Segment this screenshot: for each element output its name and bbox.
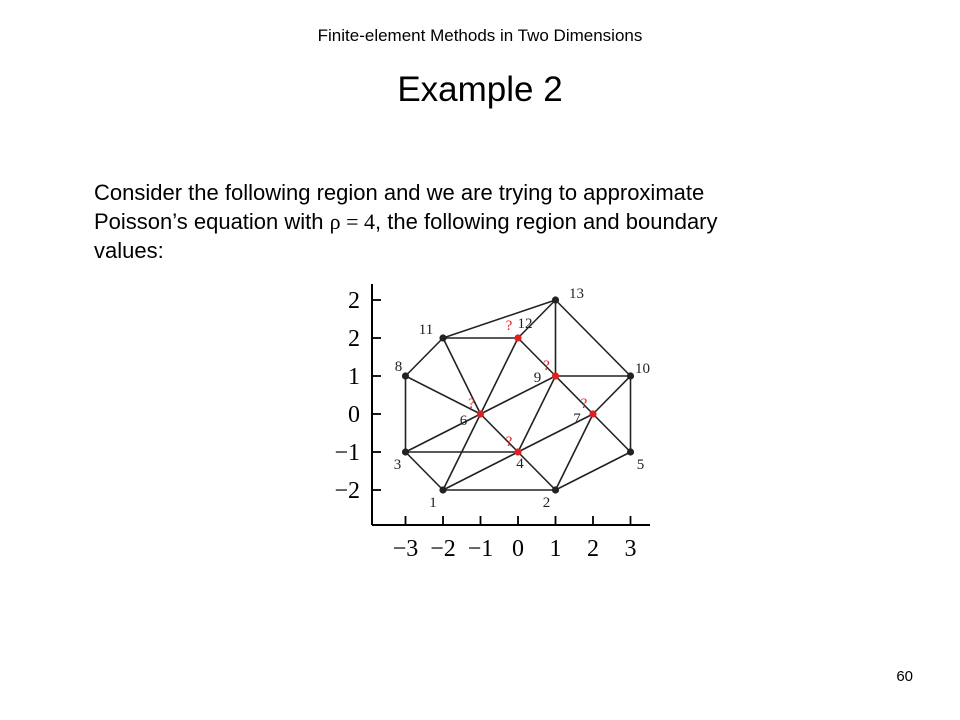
x-tick-label: 2 [587, 536, 599, 562]
mesh-edge [518, 414, 593, 452]
node-label-2: 2 [542, 495, 551, 511]
mesh-edge [406, 338, 444, 376]
node-8 [402, 372, 409, 379]
x-tick-label: 3 [624, 536, 637, 562]
mesh-diagram [318, 276, 678, 576]
y-tick-label: −1 [334, 440, 360, 466]
unknown-marker-6: ? [468, 396, 475, 412]
mesh-edge [443, 338, 481, 414]
node-label-6: 6 [459, 413, 468, 429]
node-4 [514, 448, 521, 455]
mesh-edge [556, 300, 631, 376]
node-9 [552, 372, 559, 379]
node-13 [552, 296, 559, 303]
node-11 [439, 334, 446, 341]
node-label-7: 7 [573, 411, 581, 427]
node-label-3: 3 [393, 457, 402, 473]
mesh-nodes [394, 286, 650, 511]
node-label-11: 11 [418, 322, 434, 338]
unknown-marker-7: ? [580, 396, 588, 412]
statement-line-1: Consider the following region and we are trying to approximate [94, 180, 705, 205]
y-tick-label: 1 [348, 364, 360, 390]
mesh-figure [318, 276, 678, 581]
node-label-9: 9 [533, 370, 542, 386]
node-label-12: 12 [517, 316, 533, 332]
node-label-10: 10 [635, 361, 650, 377]
node-6 [477, 410, 484, 417]
unknown-marker-4: ? [505, 434, 513, 450]
mesh-edge [556, 452, 631, 490]
mesh-edge [406, 414, 481, 452]
unknown-marker-12: ? [505, 318, 513, 334]
node-label-13: 13 [569, 286, 584, 302]
statement-line-3: values: [94, 238, 164, 263]
problem-statement [94, 178, 884, 265]
x-tick-label: −3 [392, 536, 419, 562]
slide-title: Example 2 [397, 70, 563, 109]
slide-header: Finite-element Methods in Two Dimensions [317, 26, 643, 45]
x-tick-label: −2 [430, 536, 456, 562]
y-tick-label: −2 [334, 478, 360, 504]
node-label-4: 4 [516, 456, 524, 472]
mesh-edge [443, 452, 518, 490]
x-tick-label: −1 [467, 536, 494, 562]
y-tick-label: 2 [348, 326, 360, 352]
mesh-edge [518, 376, 556, 452]
statement-line-2-prefix: Poisson’s equation with [94, 209, 330, 234]
node-1 [439, 486, 446, 493]
mesh-edge [481, 376, 556, 414]
node-3 [402, 448, 409, 455]
rho-value: 4 [364, 209, 376, 234]
node-label-8: 8 [394, 359, 403, 375]
mesh-edge [593, 376, 631, 414]
page-number: 60 [896, 668, 913, 685]
y-tick-label: 2 [348, 288, 360, 314]
equals-sign: = [340, 209, 365, 234]
mesh-edge [481, 338, 519, 414]
node-label-1: 1 [429, 495, 437, 511]
mesh-edge [443, 300, 556, 338]
node-7 [589, 410, 596, 417]
node-2 [552, 486, 559, 493]
x-tick-label: 1 [549, 536, 562, 562]
node-12 [514, 334, 521, 341]
mesh-edge [481, 414, 519, 452]
statement-line-2-suffix: , the following region and boundary [375, 209, 718, 234]
node-5 [627, 448, 634, 455]
mesh-edge [556, 376, 594, 414]
unknown-marker-9: ? [543, 358, 550, 374]
mesh-edge [593, 414, 631, 452]
x-tick-label: 0 [512, 536, 524, 562]
rho-symbol: ρ [329, 209, 341, 234]
mesh-edge [406, 452, 444, 490]
node-10 [627, 372, 634, 379]
node-label-5: 5 [636, 457, 645, 473]
y-tick-label: 0 [348, 402, 360, 428]
